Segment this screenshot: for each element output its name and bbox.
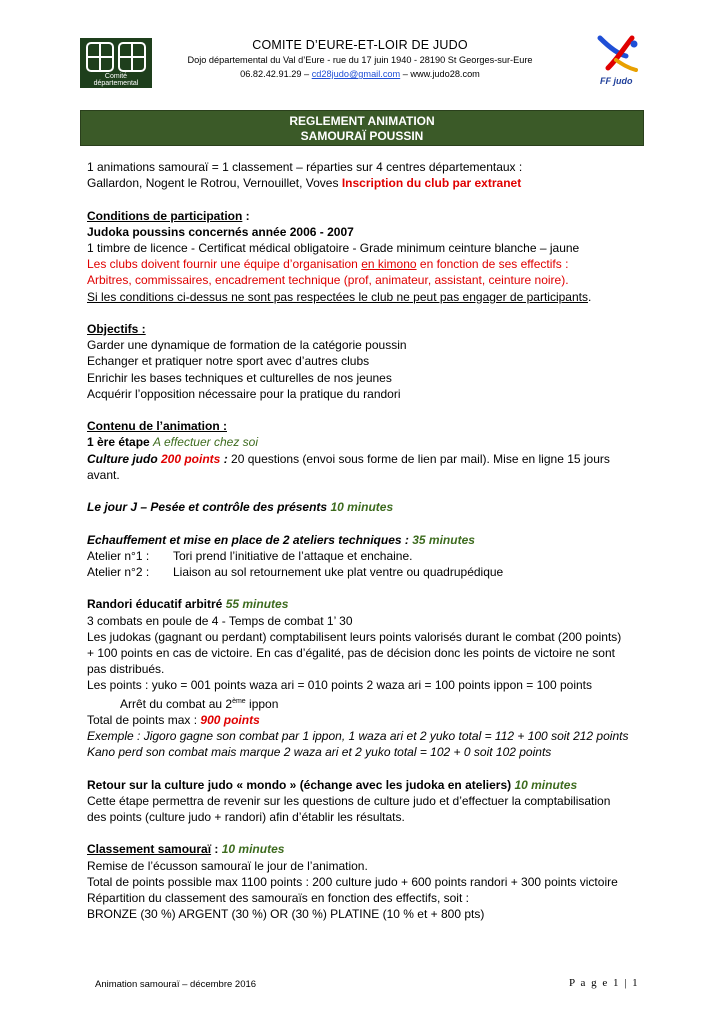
logo-caption-1: Comité [104, 73, 128, 80]
jour-j-heading: Le jour J – Pesée et contrôle des présents 10 minutes [87, 500, 394, 515]
org-address: Dojo départemental du Val d’Eure - rue du 17 juin 1940 - 28190 St Georges-sur-Eure [187, 55, 533, 65]
example-1: Exemple : Jigoro gagne son combat par 1 ippon, 1 waza ari et 2 yuko total = 112 + 100 soit 212 points [87, 729, 629, 744]
retour-heading: Retour sur la culture judo « mondo » (échange avec les judoka en ateliers) 10 minutes [87, 777, 578, 792]
committee-logo [80, 38, 152, 88]
intro-line-2: Gallardon, Nogent le Rotrou, Vernouillet, Voves Inscription du club par extranet [87, 176, 522, 191]
staff-requirement: Arbitres, commissaires, encadrement technique (prof, animateur, assistant, ceinture noire). [87, 273, 569, 288]
randori-line: pas distribués. [87, 662, 165, 677]
concerned-years: Judoka poussins concernés année 2006 - 2007 [87, 224, 354, 239]
email-link[interactable]: cd28judo@gmail.com [311, 69, 401, 79]
stop-rule: Arrêt du combat au 2ème ippon [120, 696, 279, 711]
extranet-note: Inscription du club par extranet [341, 176, 522, 191]
website: – www.judo28.com [400, 69, 480, 79]
conditions-heading: Conditions de participation : [87, 208, 250, 223]
ff-judo-logo [592, 34, 642, 90]
step-1: 1 ère étape A effectuer chez soi [87, 435, 258, 450]
intro-line-1: 1 animations samouraï = 1 classement – réparties sur 4 centres départementaux : [87, 160, 523, 174]
ff-judo-label: FF judo [600, 76, 633, 86]
judo28-logo-icon [86, 42, 146, 72]
classement-line: Total de points possible max 1100 points : 200 culture judo + 600 points randori + 300 points victoire [87, 874, 618, 889]
classement-line: Remise de l’écusson samouraï le jour de l’animation. [87, 858, 368, 873]
culture-judo-line-2: avant. [87, 467, 120, 482]
echauffement-heading: Echauffement et mise en place de 2 ateliers techniques : 35 minutes [87, 532, 475, 547]
logo-caption-2: départemental [93, 80, 139, 87]
classement-heading: Classement samouraï : 10 minutes [87, 842, 285, 857]
footer-text: Animation samouraï – décembre 2016 [95, 979, 257, 990]
example-2: Kano perd son combat mais marque 2 waza ari et 2 yuko total = 102 + 0 soit 102 points [87, 745, 552, 760]
points-scale: Les points : yuko = 001 points waza ari = 010 points 2 waza ari = 100 points ippon = 100 points [87, 678, 593, 693]
page-number: P a g e 1 | 1 [569, 977, 640, 989]
atelier-2: Atelier n°2 : Liaison au sol retournement uke plat ventre ou quadrupédique [87, 565, 504, 579]
banner-line-2: SAMOURAÏ POUSSIN [300, 128, 424, 143]
randori-line: Les judokas (gagnant ou perdant) comptabilisent leurs points valorisés durant le combat (200 points) [87, 629, 622, 644]
org-name: COMITE D’EURE-ET-LOIR DE JUDO [252, 38, 468, 52]
contenu-heading: Contenu de l’animation : [87, 419, 227, 434]
culture-judo-line: Culture judo 200 points : 20 questions (envoi sous forme de lien par mail). Mise en ligne 15 jours [87, 451, 610, 466]
classement-line: Répartition du classement des samouraïs en fonction des effectifs, soit : [87, 891, 469, 906]
retour-line: des points (culture judo + randori) afin d’établir les résultats. [87, 810, 405, 825]
objectif-item: Garder une dynamique de formation de la catégorie poussin [87, 338, 407, 353]
clubs-requirement: Les clubs doivent fournir une équipe d’organisation en kimono en fonction de ses effectifs : [87, 257, 569, 272]
retour-line: Cette étape permettra de revenir sur les questions de culture judo et d’effectuer la comptabilisation [87, 793, 611, 808]
licence-line: 1 timbre de licence - Certificat médical obligatoire - Grade minimum ceinture blanche – jaune [87, 241, 580, 255]
total-max: Total de points max : 900 points [87, 712, 260, 727]
randori-line: + 100 points en cas de victoire. En cas d’égalité, pas de décision donc les points de victoire ne sont [87, 646, 615, 660]
classement-line: BRONZE (30 %) ARGENT (30 %) OR (30 %) PLATINE (10 % et + 800 pts) [87, 907, 485, 922]
objectif-item: Echanger et pratiquer notre sport avec d’autres clubs [87, 354, 370, 369]
objectif-item: Acquérir l’opposition nécessaire pour la pratique du randori [87, 386, 401, 401]
randori-heading: Randori éducatif arbitré 55 minutes [87, 597, 289, 612]
ff-judo-logo-icon [592, 34, 642, 78]
objectifs-heading: Objectifs : [87, 322, 146, 336]
objectif-item: Enrichir les bases techniques et culturelles de nos jeunes [87, 370, 392, 385]
phone: 06.82.42.91.29 – [240, 69, 312, 79]
banner-line-1: REGLEMENT ANIMATION [289, 114, 435, 128]
conditions-warning: Si les conditions ci-dessus ne sont pas respectées le club ne peut pas engager de participants. [87, 289, 592, 304]
atelier-1: Atelier n°1 : Tori prend l’initiative de l’attaque et enchaine. [87, 548, 413, 563]
document-body [87, 159, 647, 922]
org-contact [160, 69, 560, 79]
randori-line: 3 combats en poule de 4 - Temps de combat 1’ 30 [87, 613, 353, 628]
title-banner [80, 110, 644, 146]
